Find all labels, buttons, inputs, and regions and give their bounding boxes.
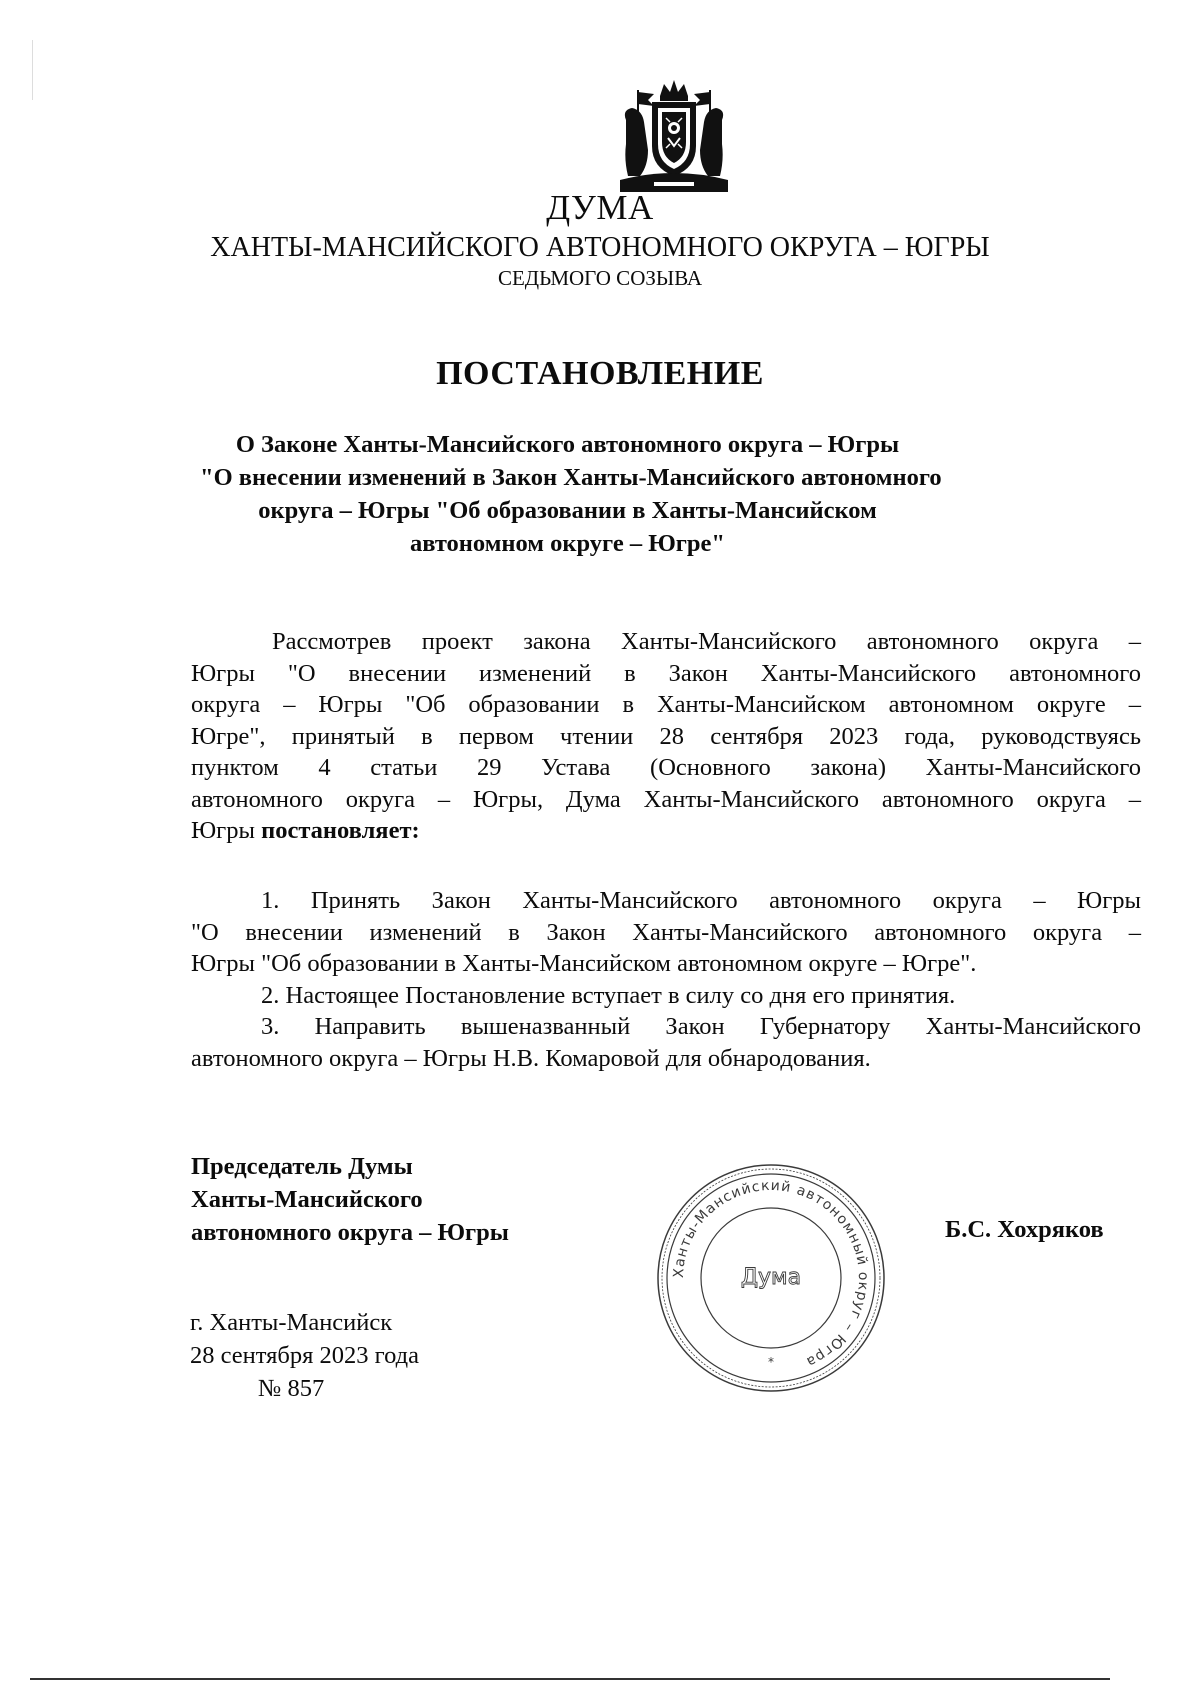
- signer-position-line: Ханты-Мансийского: [191, 1186, 423, 1213]
- item-line: 1. Принять Закон Ханты-Мансийского автономного округа – Югры: [261, 887, 1141, 914]
- organization-title: ДУМА: [546, 188, 654, 227]
- preamble-line: автономного округа – Югры, Дума Ханты-Мансийского автономного округа –: [191, 785, 1141, 813]
- preamble-line: Рассмотрев проект закона Ханты-Мансийского автономного округа –: [272, 628, 1141, 655]
- item-line: 3. Направить вышеназванный Закон Губернатору Ханты-Мансийского: [261, 1013, 1141, 1040]
- document-type-heading: ПОСТАНОВЛЕНИЕ: [436, 355, 764, 392]
- scan-bottom-line: [30, 1678, 1110, 1680]
- preamble-last-plain: Югры: [191, 817, 262, 844]
- place-date-number: [190, 1306, 419, 1405]
- organization-region: ХАНТЫ-МАНСИЙСКОГО АВТОНОМНОГО ОКРУГА – ЮГРЫ: [210, 232, 990, 263]
- document-subject: [200, 428, 942, 560]
- svg-text:*: *: [768, 1355, 774, 1369]
- seal-ring-text: Ханты-Мансийский автономный округ – Югра: [670, 1177, 872, 1371]
- signer-name: Б.С. Хохряков: [945, 1216, 1104, 1243]
- item-line: автономного округа – Югры Н.В. Комаровой для обнародования.: [191, 1044, 871, 1072]
- preamble-line: Югре", принятый в первом чтении 28 сентября 2023 года, руководствуясь: [191, 722, 1141, 750]
- signer-position: [191, 1150, 509, 1249]
- signer-position-line: Председатель Думы: [191, 1153, 413, 1180]
- subject-line: автономном округе – Югре": [409, 530, 726, 557]
- scan-edge-mark: [32, 40, 33, 100]
- seal-center-text: Дума: [740, 1265, 802, 1290]
- organization-convocation: СЕДЬМОГО СОЗЫВА: [497, 266, 703, 290]
- preamble-line: округа – Югры "Об образовании в Ханты-Мансийском автономном округе –: [191, 691, 1141, 718]
- official-stamp-icon: [653, 1160, 889, 1396]
- preamble-line: пунктом 4 статьи 29 Устава (Основного закона) Ханты-Мансийского: [191, 754, 1141, 781]
- document-number: № 857: [258, 1375, 325, 1402]
- resolution-items: [191, 885, 1141, 1074]
- resolution-verb: постановляет:: [261, 817, 420, 844]
- coat-of-arms-icon: [618, 80, 730, 194]
- preamble-paragraph: [191, 626, 1141, 847]
- item-line: Югры "Об образовании в Ханты-Мансийском автономном округе – Югре".: [191, 950, 977, 977]
- preamble-line: Югры "О внесении изменений в Закон Ханты-Мансийского автономного: [191, 659, 1141, 687]
- document-date: 28 сентября 2023 года: [190, 1342, 419, 1369]
- item-line: "О внесении изменений в Закон Ханты-Мансийского автономного округа –: [191, 918, 1141, 946]
- item-line: 2. Настоящее Постановление вступает в силу со дня его принятия.: [261, 981, 956, 1009]
- subject-line: округа – Югры "Об образовании в Ханты-Мансийском: [258, 497, 877, 524]
- subject-line: "О внесении изменений в Закон Ханты-Мансийского автономного: [200, 464, 942, 491]
- preamble-last-line: [191, 815, 1141, 847]
- signer-position-line: автономного округа – Югры: [191, 1219, 509, 1246]
- subject-line: О Законе Ханты-Мансийского автономного округа – Югры: [235, 431, 900, 458]
- document-city: г. Ханты-Мансийск: [190, 1309, 393, 1336]
